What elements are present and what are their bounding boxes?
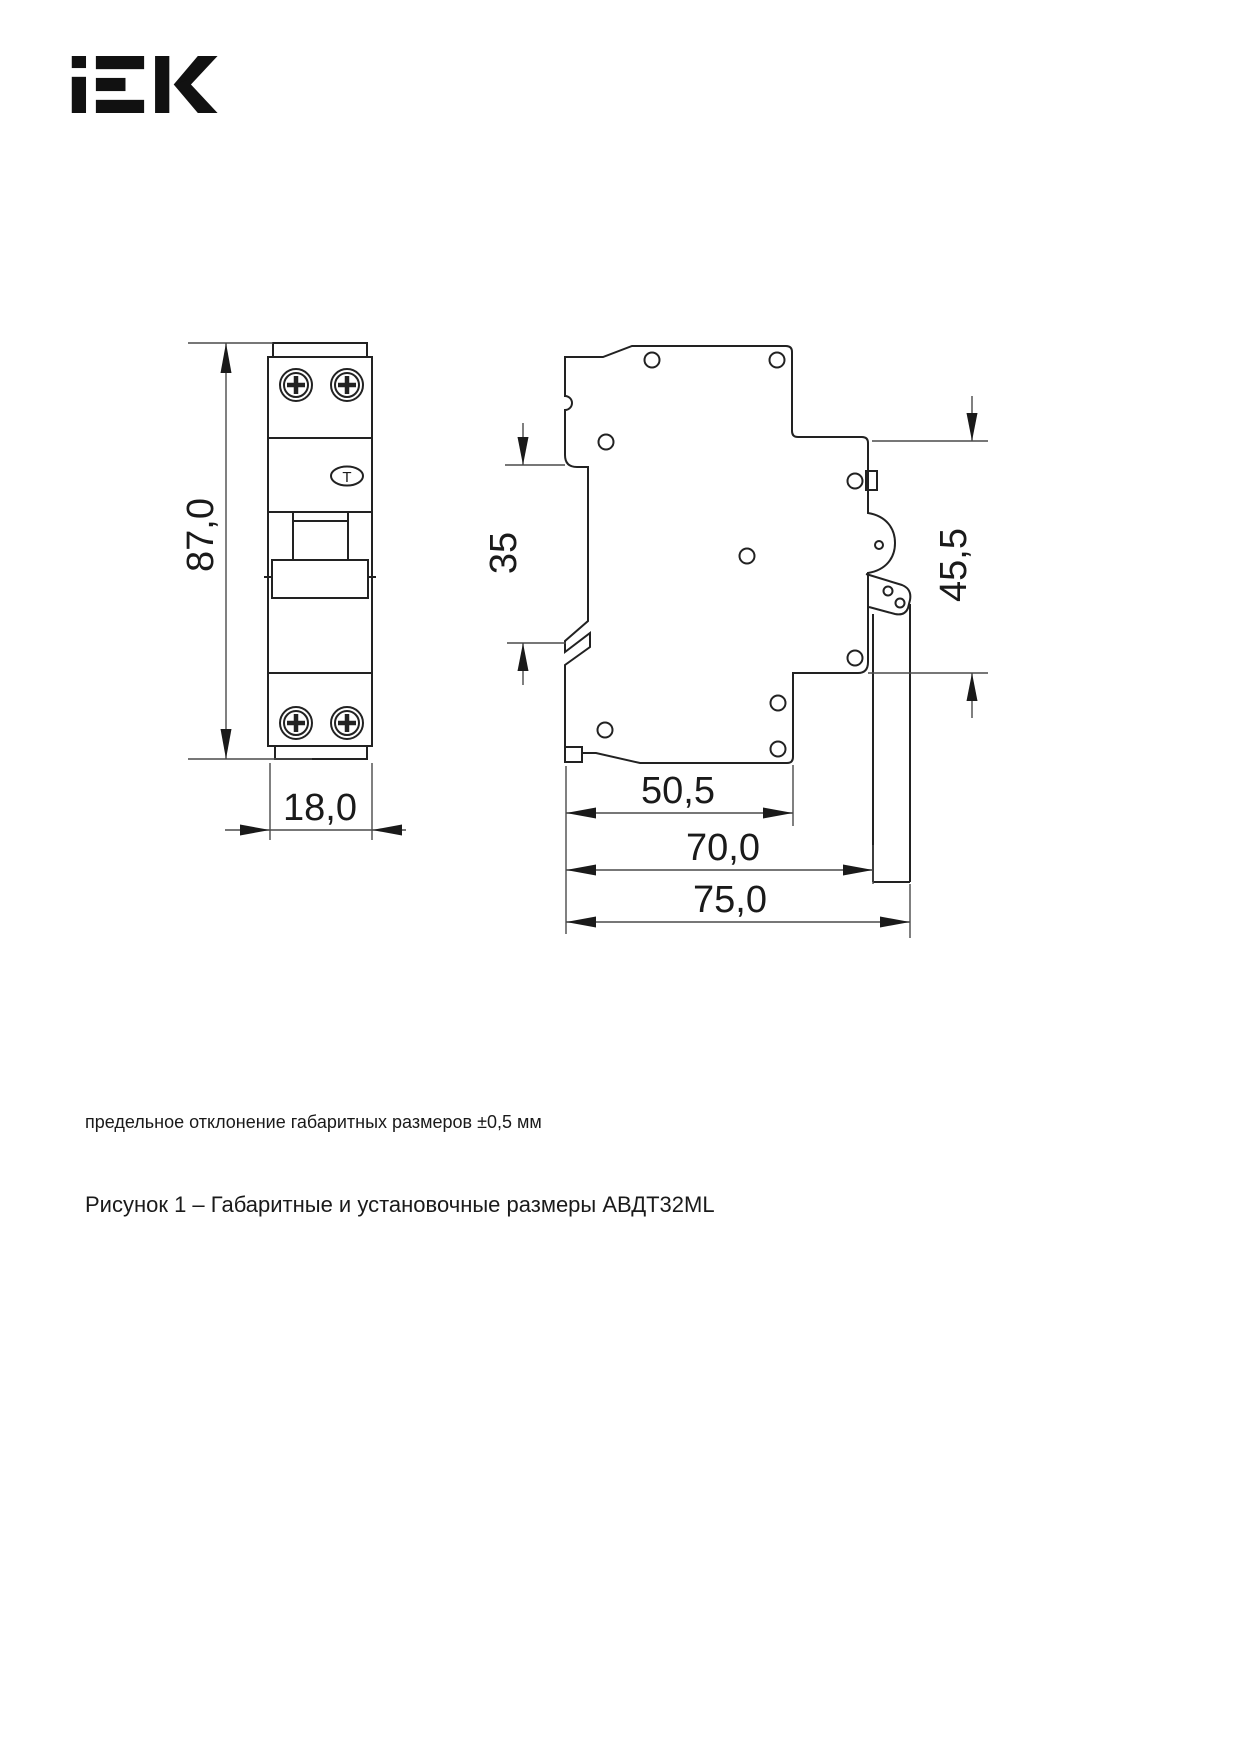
dim-din-window <box>483 423 566 685</box>
dim-depth-total <box>566 879 910 938</box>
terminal-screw <box>331 707 363 739</box>
dim-label-18: 18,0 <box>283 787 357 829</box>
dim-label-45-5: 45,5 <box>933 528 975 602</box>
front-top-cap <box>273 343 367 357</box>
front-body <box>268 357 372 746</box>
tolerance-note: предельное отклонение габаритных размеров ±0,5 мм <box>85 1112 542 1132</box>
figure-caption: Рисунок 1 – Габаритные и установочные размеры АВДТ32ML <box>85 1192 715 1217</box>
terminal-screw <box>280 707 312 739</box>
front-bottom-strip <box>275 746 367 759</box>
dim-label-50-5: 50,5 <box>641 770 715 812</box>
side-body-outline <box>565 346 895 763</box>
terminal-screw <box>331 369 363 401</box>
front-view <box>264 343 376 759</box>
dim-front-width <box>225 763 406 840</box>
toggle-switch <box>264 512 376 598</box>
rivet-holes <box>598 353 863 757</box>
side-view <box>565 346 910 882</box>
din-latch <box>866 541 910 882</box>
dim-label-75: 75,0 <box>693 879 767 921</box>
side-bottom-notch <box>565 747 582 762</box>
terminal-screw <box>280 369 312 401</box>
dim-label-70: 70,0 <box>686 827 760 869</box>
test-button-label: Т <box>342 469 352 486</box>
dim-rear-height <box>868 396 988 718</box>
dim-label-35: 35 <box>483 531 525 575</box>
dim-label-87: 87,0 <box>180 498 222 572</box>
dim-depth-body <box>566 827 873 884</box>
